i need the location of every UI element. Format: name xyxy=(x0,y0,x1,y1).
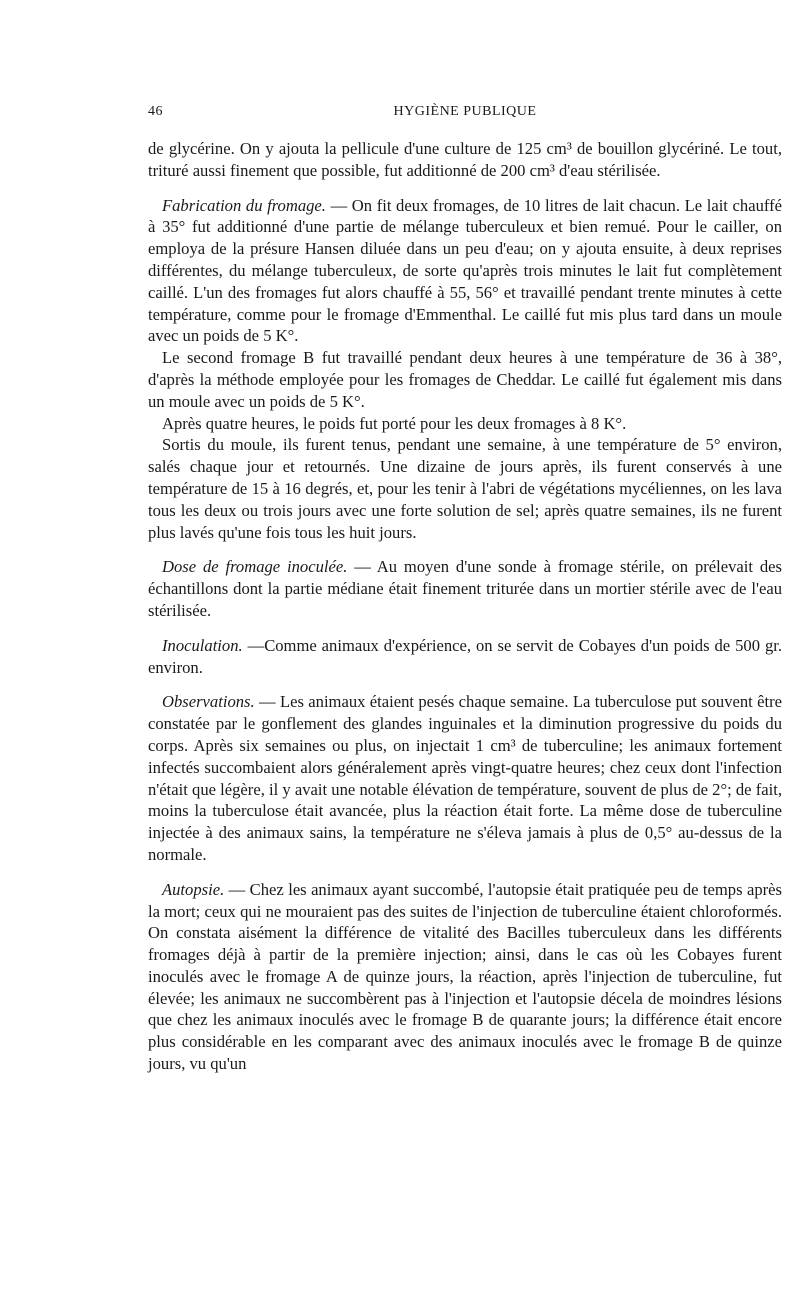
paragraph-observations: Observations. — Les animaux étaient pesés chaque semaine. La tuberculose put souvent être constatée par le gonflement des glandes inguinales et la diminution progressive du poids du corps. Après six semaines ou plus, on injectait 1 cm³ de tuberculine; les animaux fortement infectés succombaient alors généralement après vingt-quatre heures; chez ceux dont l'infection n'était que légère, il y avait une notable élévation de température, souvent de plus de 2°; de fait, moins la tuberculose était avancée, plus la réaction était forte. La même dose de tuberculine injectée à des animaux sains, la température ne s'éleva jamais à plus de 0,5° au-dessus de la normale. xyxy=(148,692,782,864)
running-title: HYGIÈNE PUBLIQUE xyxy=(393,104,537,119)
paragraph-second-cheese: Le second fromage B fut travaillé pendant deux heures à une température de 36 à 38°, d'après la méthode employée pour les fromages de Cheddar. Le caillé fut également mis dans un moule avec un poids de 5 K°. xyxy=(148,348,782,411)
page-number: 46 xyxy=(148,104,163,119)
paragraph-autopsie: Autopsie. — Chez les animaux ayant succombé, l'autopsie était pratiquée peu de temps après la mort; ceux qui ne mouraient pas des suites de l'injection de tuberculine étaient chloroformés. On constata aisément la différence de vitalité des Bacilles tuberculeux dans les différents fromages déjà à partir de la première injection; ainsi, dans le cas où les Cobayes furent inoculés avec le fromage A de quinze jours, la réaction, après l'injection de tuberculine, fut élevée; les animaux ne succombèrent pas à l'injection et l'autopsie décela de moindres lésions que chez les animaux inoculés avec le fromage B de quarante jours; la différence était encore plus considérable en les comparant avec des animaux inoculés avec le fromage B de quinze jours, vu qu'un xyxy=(148,879,782,1074)
section-title: Dose de fromage inoculée. xyxy=(162,557,348,577)
paragraph-weight: Après quatre heures, le poids fut porté pour les deux fromages à 8 K°. xyxy=(162,413,627,433)
section-title: Observations. xyxy=(162,692,255,712)
paragraph-inoculation: Inoculation. —Comme animaux d'expérience, on se servit de Cobayes d'un poids de 500 gr. environ. xyxy=(148,635,782,677)
page-body xyxy=(148,138,782,1075)
paragraph-dose: Dose de fromage inoculée. — Au moyen d'une sonde à fromage stérile, on prélevait des échantillons dont la partie médiane était finement triturée dans un mortier stérile avec de l'eau stérilisée. xyxy=(148,557,782,620)
page-header xyxy=(148,104,782,124)
section-title: Autopsie. xyxy=(162,879,225,899)
section-title: Inoculation. xyxy=(162,635,243,655)
paragraph-fabrication: Fabrication du fromage. — On fit deux fromages, de 10 litres de lait chacun. Le lait chauffé à 35° fut additionné d'une partie de mélange tuberculeux et bien remué. Pour le cailler, on employa de la présure Hansen diluée dans un peu d'eau; on y ajouta ensuite, à deux reprises différentes, du mélange tuberculeux, de sorte qu'après trois minutes le lait fut complètement caillé. L'un des fromages fut alors chauffé à 55, 56° et travaillé pendant trente minutes à cette température, comme pour le fromage d'Emmenthal. Le caillé fut mis plus tard dans un moule avec un poids de 5 K°. xyxy=(148,195,782,346)
paragraph-storage: Sortis du moule, ils furent tenus, pendant une semaine, à une température de 5° environ, salés chaque jour et retournés. Une dizaine de jours après, ils furent conservés à une température de 15 à 16 degrés, et, pour les tenir à l'abri de végétations mycéliennes, on les lava tous les deux ou trois jours avec une forte solution de sel; après quatre semaines, ils ne furent plus lavés qu'une fois tous les huit jours. xyxy=(148,435,782,542)
section-title: Fabrication du fromage. xyxy=(162,195,326,215)
paragraph-continuation: de glycérine. On y ajouta la pellicule d'une culture de 125 cm³ de bouillon glycériné. Le tout, trituré aussi finement que possible, fut additionné de 200 cm³ d'eau stérilisée. xyxy=(148,139,782,180)
